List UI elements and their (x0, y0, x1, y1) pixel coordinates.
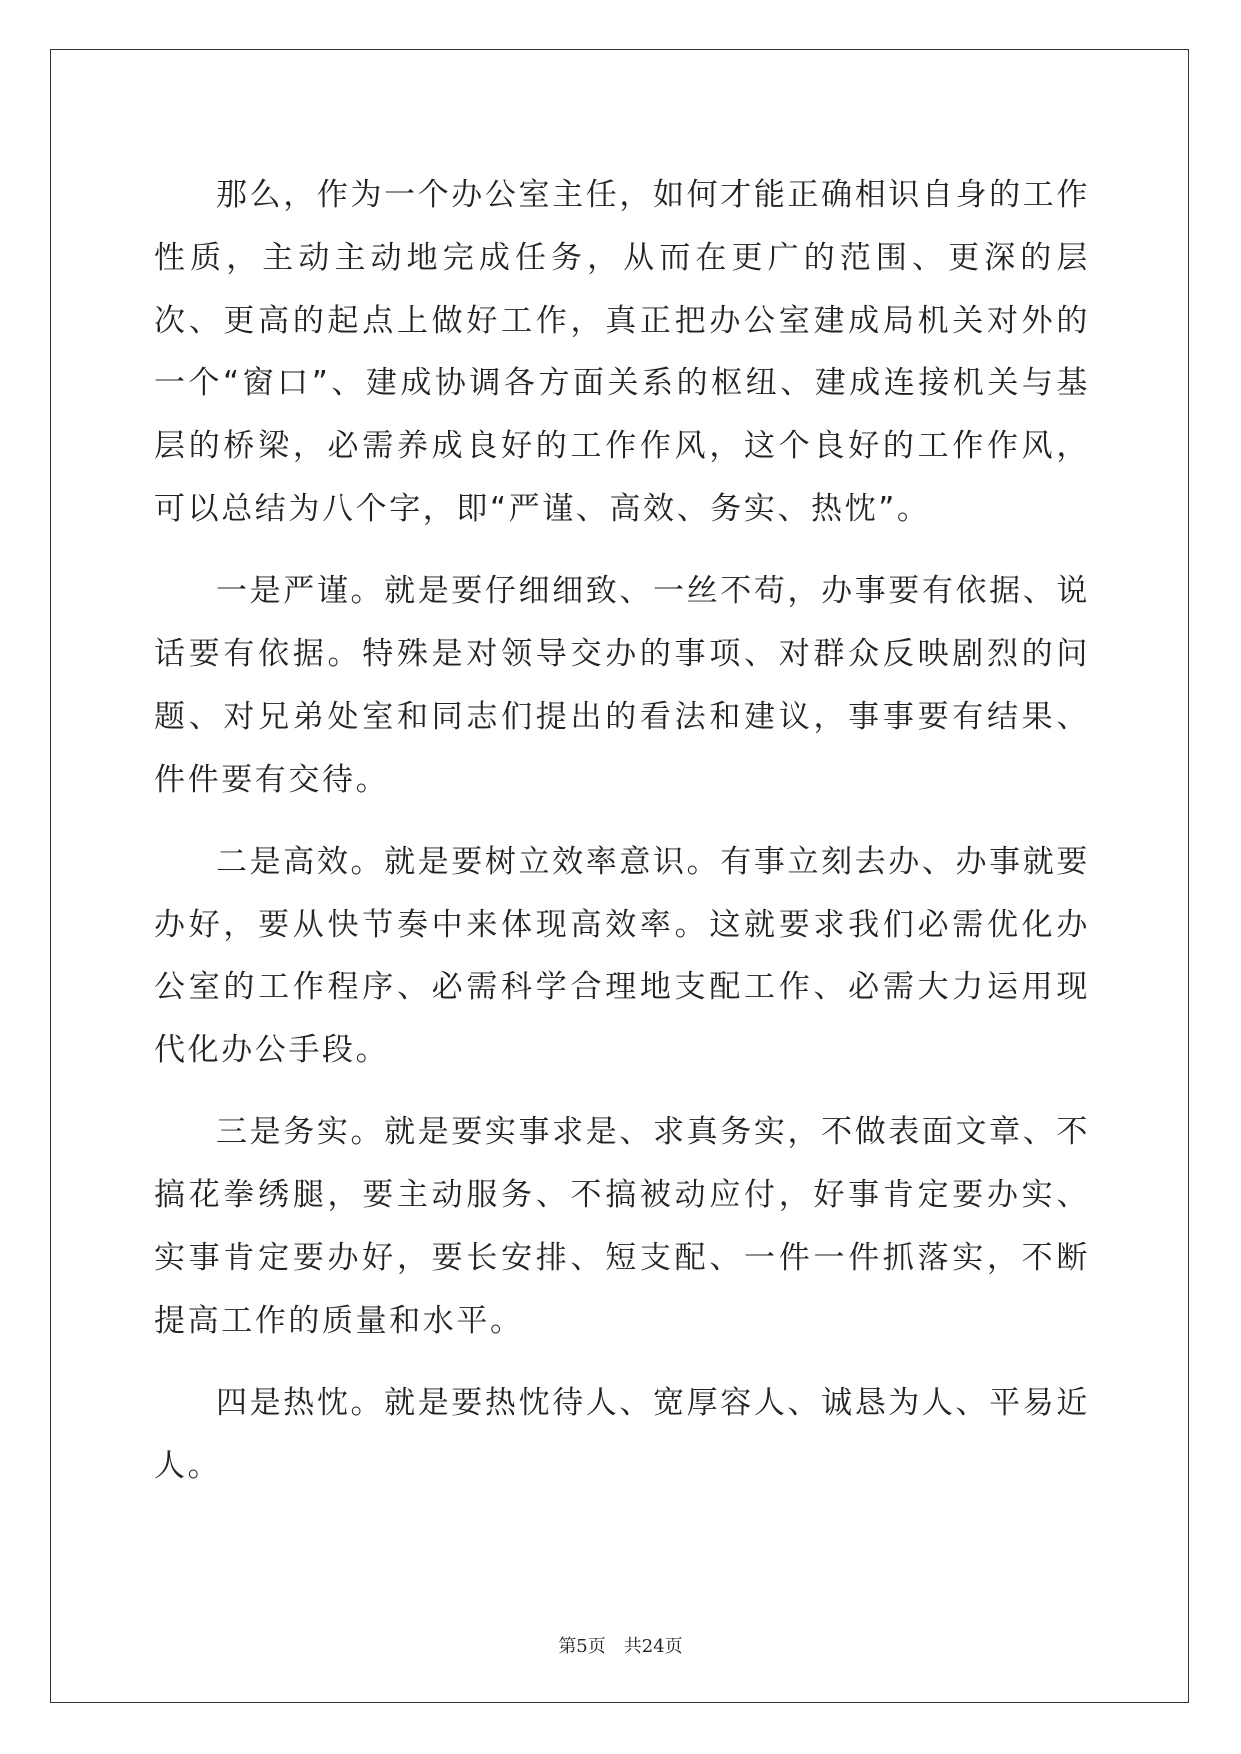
paragraph-intro: 那么，作为一个办公室主任，如何才能正确相识自身的工作性质，主动主动地完成任务，从而在更广的范围、更深的层次、更高的起点上做好工作，真正把办公室建成局机关对外的一个“窗口”、建成协调各方面关系的枢纽、建成连接机关与基层的桥梁，必需养成良好的工作作风，这个良好的工作作风，可以总结为八个字，即“严谨、高效、务实、热忱”。 (154, 177, 1090, 527)
document-body (154, 164, 1090, 1498)
paragraph-rigorous: 一是严谨。就是要仔细细致、一丝不苟，办事要有依据、说话要有依据。特殊是对领导交办的事项、对群众反映剧烈的问题、对兄弟处室和同志们提出的看法和建议，事事要有结果、件件要有交待。 (154, 573, 1090, 798)
paragraph-enthusiastic: 四是热忱。就是要热忱待人、宽厚容人、诚恳为人、平易近人。 (154, 1384, 1090, 1484)
paragraph-efficient: 二是高效。就是要树立效率意识。有事立刻去办、办事就要办好，要从快节奏中来体现高效率。这就要求我们必需优化办公室的工作程序、必需科学合理地支配工作、必需大力运用现代化办公手段。 (154, 843, 1090, 1069)
paragraph-pragmatic: 三是务实。就是要实事求是、求真务实，不做表面文章、不搞花拳绣腿，要主动服务、不搞被动应付，好事肯定要办实、实事肯定要办好，要长安排、短支配、一件一件抓落实，不断提高工作的质量和水平。 (154, 1114, 1090, 1339)
page-number-footer: 第5页 共24页 (558, 1636, 683, 1657)
